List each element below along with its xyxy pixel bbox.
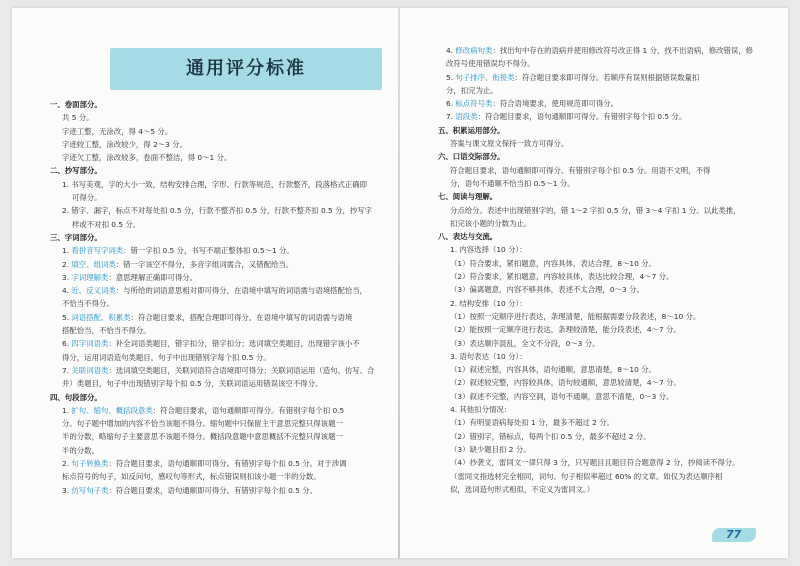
title-banner <box>110 48 382 90</box>
rule-number: 4. <box>62 286 72 296</box>
page-number-badge <box>712 524 762 546</box>
text-line: 分点给分。表述中出现错别字的，错 1～2 字扣 0.5 分，错 3～4 字扣 1 分。以此类推， <box>450 205 741 215</box>
rule-line <box>62 470 380 483</box>
text-line: 字迹欠工整，涂改较多，卷面不整洁，得 0～1 分。 <box>62 153 232 163</box>
rule-text: 半的分数。 <box>62 445 99 455</box>
sentence-rules-continued <box>438 44 778 124</box>
rule-line <box>62 484 380 497</box>
rule-keyword: 词语搭配、积累类 <box>71 312 131 322</box>
text-line: （3）偏离题意，内容不够具体，表述不太合理，0～3 分。 <box>450 285 644 295</box>
rule-number: 3. <box>62 485 72 495</box>
writing-rules-list <box>438 243 778 496</box>
rule-text: ：符合题目要求，语句通顺即可得分。有错别字每个扣 0.5 分。对于涉调 <box>108 459 347 469</box>
rule-number: 6. <box>446 99 456 109</box>
rule-line <box>62 404 380 417</box>
section-heading: 四、句段部分。 <box>50 392 102 402</box>
rule-text: ：符合题目要求，搭配合理即可得分。在语境中填写的词语需与语境 <box>130 312 353 322</box>
word-rules-list <box>50 244 380 390</box>
page-title: 通用评分标准 <box>186 58 306 79</box>
rule-line <box>62 444 380 457</box>
rule-keyword: 四字词语类 <box>71 339 109 349</box>
rule-number: 2. <box>62 259 72 269</box>
rule-text: 分，扣完为止。 <box>446 85 498 95</box>
rule-keyword: 标点符号类 <box>455 99 493 109</box>
rule-line <box>62 337 380 350</box>
rule-text: ：错一字扣 0.5 分，书写不端正整体扣 0.5～1 分。 <box>123 246 294 256</box>
rule-text: 不恰当不得分。 <box>62 299 114 309</box>
text-line: 1. 内容选择（10 分）： <box>450 245 527 255</box>
rule-text: 并）类题目，句子中出现错别字每个扣 0.5 分，关联词语运用错误该空不得分。 <box>62 379 323 389</box>
rule-line <box>62 311 380 324</box>
rule-line <box>62 430 380 443</box>
rule-line <box>446 71 778 84</box>
rule-line <box>446 84 778 97</box>
section-heading: 三、字词部分。 <box>50 232 102 242</box>
rule-line <box>62 351 380 364</box>
rule-text: 分。句子题中增加的内容不恰当该题不得分。缩句题中只保留主干意思完整只得该题一 <box>62 419 343 429</box>
text-line: 扣完该小题的分数为止。 <box>450 218 532 228</box>
rule-keyword: 句子转换类 <box>71 459 109 469</box>
rule-keyword: 填空、组词类 <box>71 259 116 269</box>
rule-text: ：符合题目要求，语句通顺即可得分。有错别字每个扣 0.5 <box>152 405 345 415</box>
rule-text: ：补全词语类题目，错字扣分，错字扣分；选词填空类题目，出现错字该小不 <box>108 339 360 349</box>
section-heading: 七、阅读与理解。 <box>438 192 498 202</box>
rule-keyword: 仿写句子类 <box>71 485 109 495</box>
text-line: （3）表达顺序混乱，全文不分段，0～3 分。 <box>450 338 600 348</box>
rule-keyword: 句子排序、衔接类 <box>455 72 515 82</box>
rule-line <box>62 297 380 310</box>
rule-line <box>62 284 380 297</box>
rule-text: ：错一字该空不得分，多音字组词需合，又错配给当。 <box>115 259 294 269</box>
sentence-rules-list <box>50 404 380 497</box>
text-line: 3. 语句表达（10 分）： <box>450 351 527 361</box>
text-line: （2）符合要求，紧扣题意，内容较具体，表达比较合理，4～7 分。 <box>450 272 674 282</box>
rule-number: 7. <box>446 112 456 122</box>
text-line: 可得分。 <box>72 193 102 203</box>
page-gutter <box>398 8 400 558</box>
rule-number: 1. <box>62 246 72 256</box>
text-line: 2. 结构安排（10 分）： <box>450 298 527 308</box>
section-heading: 八、表达与交流。 <box>438 232 498 242</box>
rule-text: ：符合语境要求，使用规范即可得分。 <box>492 99 619 109</box>
rule-line <box>446 110 778 123</box>
text-line: 字迹较工整，涂改较少，得 2～3 分。 <box>62 139 187 149</box>
text-line: （1）按照一定顺序进行表达，条理清楚，能根据需要分段表述，8～10 分。 <box>450 311 701 321</box>
text-line: （3）缺少题目扣 2 分。 <box>450 444 531 454</box>
text-line: 样或不对扣 0.5 分。 <box>72 219 141 229</box>
rule-keyword: 字词理解类 <box>71 272 109 282</box>
rule-text: 半的分数，略缩句子主要意思不该题不得分。概括段意题中意思概括不完整只得该题一 <box>62 432 343 442</box>
text-line: （1）有明显语病每处扣 1 分，最多不超过 2 分。 <box>450 418 614 428</box>
text-line: （1）叙述完整，内容具体，语句通顺，意思清楚，8～10 分。 <box>450 365 656 375</box>
text-line: （2）叙述较完整，内容较具体，语句较通顺，意思较清楚，4～7 分。 <box>450 378 681 388</box>
section-heading: 一、卷面部分。 <box>50 100 102 109</box>
rule-number: 5. <box>446 72 456 82</box>
rule-text: ：意思理解正确即可得分。 <box>108 272 198 282</box>
rule-line <box>62 377 380 390</box>
text-line: 2. 错字、漏字，标点不对每处扣 0.5 分，行款不整齐扣 0.5 分，行款不整齐扣 0.5 分，抄写字 <box>62 206 373 216</box>
rule-line <box>62 457 380 470</box>
text-line: （3）叙述不完整，内容空洞，语句不通顺，意思不清楚，0～3 分。 <box>450 391 674 401</box>
rule-text: ：与所给的词语意思相对即可得分，在语境中填写的词语需与语境搭配恰当， <box>115 286 368 296</box>
rule-number: 2. <box>62 459 72 469</box>
rule-text: ：选词填空类题目，关联词语符合语境即可得分；关联词语运用（造句、仿写、合 <box>108 365 375 375</box>
text-line: 符合题目要求，语句通顺即可得分。有错别字每个扣 0.5 分。用语不文明，不得 <box>450 165 711 175</box>
text-line: （2）能按照一定顺序进行表达，条理较清楚，能分段表述，4～7 分。 <box>450 325 681 335</box>
rule-number: 5. <box>62 312 72 322</box>
rule-keyword: 看拼音写字词类 <box>71 246 124 256</box>
text-line: 4. 其他扣分情况： <box>450 405 512 415</box>
rule-text: ：找出句中存在的语病并使用修改符号改正得 1 分，找不出语病，修改错误，修 <box>492 46 754 55</box>
right-page <box>438 44 778 496</box>
rule-line <box>62 364 380 377</box>
rule-keyword: 扩句、缩句、概括段意类 <box>71 405 153 415</box>
rule-text: 搭配恰当，不恰当不得分。 <box>62 326 151 336</box>
page-number: 77 <box>726 528 742 541</box>
rule-text: ：符合题目要求即可得分。若顺序有误则根据错误数量扣 <box>514 72 700 82</box>
rule-number: 6. <box>62 339 72 349</box>
text-line: 答案与课文原文保持一致方可得分。 <box>450 139 569 149</box>
rule-line <box>446 97 778 110</box>
text-line: （雷同文指选材完全相同，词句、句子相似率超过 60% 的文章。如仅为表达顺序相 <box>450 471 723 481</box>
rule-number: 1. <box>62 405 72 415</box>
text-line: 1. 书写美观，字的大小一致，结构安排合理，字形、行款等规范，行款整齐，段落格式正确即 <box>62 179 368 189</box>
rule-text: 标点符号的句子，如反问句，感叹句等形式，标点错误则扣该小题一半的分数。 <box>62 472 321 482</box>
rule-line <box>62 271 380 284</box>
text-line: （2）错别字，错标点，每两个扣 0.5 分，最多不超过 2 分。 <box>450 431 651 441</box>
rule-number: 3. <box>62 272 72 282</box>
rule-text: ：符合题目要求，语句通顺即可得分。有错别字每个扣 0.5 分。 <box>108 485 317 495</box>
text-line: （1）符合要求，紧扣题意，内容具体，表达合理，8～10 分。 <box>450 258 656 268</box>
rule-line <box>62 417 380 430</box>
left-page <box>50 98 380 497</box>
rule-text: ：符合题目要求，语句通顺即可得分。有错别字每个扣 0.5 分。 <box>477 112 687 122</box>
text-line: 似，选词造句形式相似，不定义为雷同文。） <box>450 484 595 494</box>
rule-keyword: 关联词语类 <box>71 365 109 375</box>
text-line: （4）抄袭文，雷同文一律只得 3 分，只写题目且题目符合题意得 2 分，抄阅读不得分。 <box>450 458 740 468</box>
rule-line <box>446 44 778 57</box>
rule-keyword: 语段类 <box>455 112 478 122</box>
rule-keyword: 修改病句类 <box>455 46 493 55</box>
text-line: 字迹工整，无涂改，得 4～5 分。 <box>62 126 173 136</box>
rule-text: 得分，运用词语造句类题目，句子中出现错别字每个扣 0.5 分。 <box>62 352 271 362</box>
rule-line <box>62 258 380 271</box>
section-heading: 五、积累运用部分。 <box>438 125 505 135</box>
rule-text: 改符号使用错误均不得分。 <box>446 59 535 69</box>
rule-line <box>62 324 380 337</box>
rule-number: 4. <box>446 46 456 55</box>
section-heading: 六、口语交际部分。 <box>438 152 505 162</box>
rule-keyword: 近、反义词类 <box>71 286 116 296</box>
text-line: 共 5 分。 <box>62 113 94 123</box>
text-line: 分，语句不通顺不恰当扣 0.5～1 分。 <box>450 178 575 188</box>
rule-line <box>62 244 380 257</box>
rule-number: 7. <box>62 365 72 375</box>
section-heading: 二、抄写部分。 <box>50 166 102 176</box>
rule-line <box>446 57 778 70</box>
